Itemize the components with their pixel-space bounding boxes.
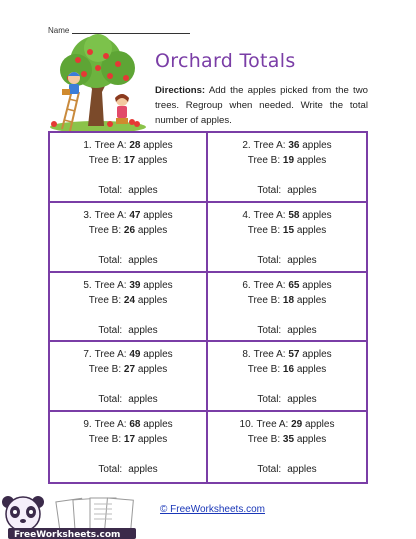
tree-b-line <box>208 434 366 445</box>
unit-label: apples <box>287 185 317 196</box>
problem-cell <box>50 203 208 273</box>
tree-b-label: Tree B: <box>247 364 281 376</box>
unit-label: apples <box>302 349 332 361</box>
tree-b-label: Tree B: <box>88 155 122 166</box>
tree-a-value: 57 <box>288 349 300 361</box>
tree-a-value: 47 <box>129 209 141 221</box>
total-label: Total: <box>257 394 282 406</box>
unit-label: apples <box>128 394 158 406</box>
page-title: Orchard Totals <box>155 50 296 72</box>
tree-b-value: 19 <box>282 155 295 166</box>
problem-number: 9. <box>83 419 92 431</box>
unit-label: apples <box>296 294 327 306</box>
total-line <box>208 394 366 406</box>
tree-b-line <box>50 155 206 166</box>
tree-a-value: 29 <box>291 419 303 431</box>
tree-a-line <box>208 349 366 360</box>
tree-a-value: 49 <box>129 349 141 361</box>
tree-b-value: 18 <box>282 294 295 306</box>
problem-cell <box>50 133 208 203</box>
total-line <box>208 325 366 337</box>
unit-label: apples <box>143 349 173 361</box>
tree-a-line <box>50 210 206 221</box>
tree-b-label: Tree B: <box>88 224 122 236</box>
problem-number: 5. <box>83 279 92 291</box>
tree-a-label: Tree A: <box>94 140 127 151</box>
tree-a-line <box>50 419 206 430</box>
unit-label: apples <box>287 394 317 406</box>
problem-number: 2. <box>242 140 251 151</box>
unit-label: apples <box>137 294 168 306</box>
tree-b-line <box>208 155 366 166</box>
tree-b-line <box>208 225 366 236</box>
unit-label: apples <box>287 464 317 476</box>
tree-b-value: 17 <box>123 434 136 446</box>
total-label: Total: <box>98 324 123 336</box>
total-line <box>50 185 206 197</box>
total-line <box>208 255 366 267</box>
unit-label: apples <box>128 324 158 336</box>
tree-a-value: 28 <box>129 140 141 151</box>
problem-number: 1. <box>83 140 92 151</box>
tree-b-value: 15 <box>282 224 295 236</box>
total-label: Total: <box>98 185 123 196</box>
unit-label: apples <box>287 254 317 266</box>
problem-number: 4. <box>242 209 251 221</box>
tree-b-line <box>50 295 206 306</box>
freeworksheets-logo <box>0 490 150 539</box>
total-line <box>50 325 206 337</box>
unit-label: apples <box>302 140 332 151</box>
tree-a-line <box>50 140 206 151</box>
total-label: Total: <box>98 394 123 406</box>
tree-b-label: Tree B: <box>247 224 281 236</box>
tree-a-line <box>208 140 366 151</box>
total-label: Total: <box>257 185 282 196</box>
tree-b-label: Tree B: <box>88 364 122 376</box>
problem-cell <box>50 412 208 482</box>
directions <box>155 83 368 128</box>
tree-a-label: Tree A: <box>253 209 286 221</box>
tree-a-label: Tree A: <box>256 419 289 431</box>
total-label: Total: <box>98 254 123 266</box>
tree-a-value: 39 <box>129 279 141 291</box>
tree-b-value: 17 <box>123 155 136 166</box>
unit-label: apples <box>302 279 332 291</box>
directions-text: Add the apples picked from the two trees. Regroup when needed. Write the total number of apples. <box>155 85 368 126</box>
tree-b-label: Tree B: <box>88 434 122 446</box>
tree-b-value: 27 <box>123 364 136 376</box>
tree-a-label: Tree A: <box>253 279 286 291</box>
unit-label: apples <box>128 254 158 266</box>
unit-label: apples <box>296 434 327 446</box>
problem-cell <box>208 412 366 482</box>
total-line <box>50 464 206 476</box>
problem-grid <box>48 131 368 484</box>
tree-b-value: 24 <box>123 294 136 306</box>
tree-a-value: 58 <box>288 209 300 221</box>
problem-number: 6. <box>242 279 251 291</box>
unit-label: apples <box>287 324 317 336</box>
unit-label: apples <box>143 279 173 291</box>
tree-a-label: Tree A: <box>94 349 127 361</box>
total-label: Total: <box>98 464 123 476</box>
unit-label: apples <box>128 185 158 196</box>
unit-label: apples <box>137 155 168 166</box>
problem-number: 7. <box>83 349 92 361</box>
tree-a-line <box>208 419 366 430</box>
tree-b-line <box>50 364 206 375</box>
problem-number: 10. <box>239 419 254 431</box>
tree-a-label: Tree A: <box>94 279 127 291</box>
tree-a-line <box>208 210 366 221</box>
tree-a-label: Tree A: <box>253 349 286 361</box>
unit-label: apples <box>143 209 173 221</box>
unit-label: apples <box>128 464 158 476</box>
tree-a-value: 65 <box>288 279 300 291</box>
problem-cell <box>208 203 366 273</box>
unit-label: apples <box>137 224 168 236</box>
name-label: Name <box>48 26 70 35</box>
tree-a-line <box>50 280 206 291</box>
unit-label: apples <box>143 419 173 431</box>
total-line <box>50 255 206 267</box>
total-line <box>208 185 366 197</box>
total-line <box>208 464 366 476</box>
tree-b-label: Tree B: <box>247 155 281 166</box>
unit-label: apples <box>296 364 327 376</box>
directions-label: Directions: <box>155 85 206 96</box>
copyright-link[interactable]: © FreeWorksheets.com <box>160 504 265 515</box>
problem-cell <box>50 273 208 343</box>
tree-a-label: Tree A: <box>94 419 127 431</box>
unit-label: apples <box>143 140 173 151</box>
logo-wordmark: FreeWorksheets.com <box>14 530 121 539</box>
tree-a-label: Tree A: <box>253 140 286 151</box>
tree-b-line <box>208 364 366 375</box>
tree-a-value: 36 <box>288 140 300 151</box>
unit-label: apples <box>305 419 335 431</box>
tree-b-line <box>50 225 206 236</box>
tree-a-value: 68 <box>129 419 141 431</box>
tree-a-label: Tree A: <box>94 209 127 221</box>
unit-label: apples <box>302 209 332 221</box>
unit-label: apples <box>137 434 168 446</box>
problem-number: 3. <box>83 209 92 221</box>
unit-label: apples <box>296 155 327 166</box>
unit-label: apples <box>137 364 168 376</box>
tree-a-line <box>208 280 366 291</box>
problem-number: 8. <box>242 349 251 361</box>
total-label: Total: <box>257 254 282 266</box>
total-label: Total: <box>257 324 282 336</box>
unit-label: apples <box>296 224 327 236</box>
total-line <box>50 394 206 406</box>
tree-b-line <box>50 434 206 445</box>
problem-cell <box>208 273 366 343</box>
tree-b-value: 35 <box>282 434 295 446</box>
tree-a-line <box>50 349 206 360</box>
tree-b-value: 26 <box>123 224 136 236</box>
total-label: Total: <box>257 464 282 476</box>
tree-b-label: Tree B: <box>247 294 281 306</box>
tree-b-label: Tree B: <box>88 294 122 306</box>
tree-b-label: Tree B: <box>247 434 281 446</box>
tree-b-line <box>208 295 366 306</box>
tree-b-value: 16 <box>282 364 295 376</box>
apple-tree-illustration <box>48 34 146 134</box>
problem-cell <box>50 342 208 412</box>
problem-cell <box>208 342 366 412</box>
problem-cell <box>208 133 366 203</box>
